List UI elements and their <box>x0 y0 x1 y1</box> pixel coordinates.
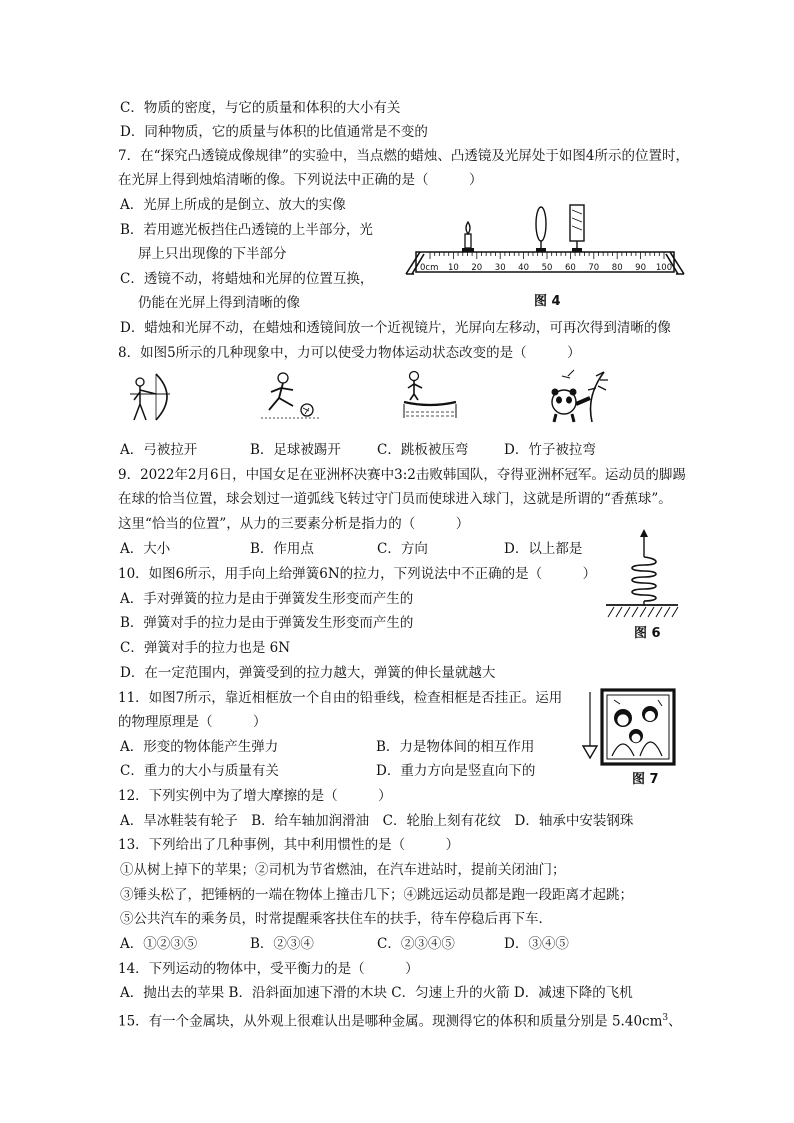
candle-icon <box>462 222 474 252</box>
ruler-label: 70 <box>588 263 600 273</box>
q7-option-b-line2: 屏上只出现像的下半部分 <box>138 246 287 262</box>
q7-option-b-line1: B．若用遮光板挡住凸透镜的上半部分，光 <box>120 222 373 238</box>
plumb-bob-icon <box>583 746 597 758</box>
q12-options: A．旱冰鞋装有轮子 B．给车轴加润滑油 C．轮胎上刻有花纹 D．轴承中安装钢珠 <box>120 813 634 829</box>
q14-stem: 14．下列运动的物体中，受平衡力的是（ ） <box>118 961 419 977</box>
q9-option-a: A．大小 <box>120 541 171 557</box>
ruler-label: 60 <box>564 263 576 273</box>
ruler-ticks <box>430 252 664 259</box>
picture-frame-figure <box>578 688 678 768</box>
q9-stem-line3: 这里“恰当的位置”，从力的三要素分析是指力的（ ） <box>118 516 470 532</box>
q9-option-b: B．作用点 <box>250 541 314 557</box>
ruler-label: 0cm <box>420 263 439 273</box>
q14-options: A．抛出去的苹果 B．沿斜面加速下滑的木块 C．匀速上升的火箭 D．减速下降的飞机 <box>120 985 633 1001</box>
q13-option-d: D．③④⑤ <box>504 936 569 952</box>
q10-option-d: D．在一定范围内，弹簧受到的拉力越大，弹簧的伸长量就越大 <box>120 665 496 681</box>
ruler-label: 40 <box>518 263 530 273</box>
q6-option-d: D．同种物质，它的质量与体积的比值通常是不变的 <box>120 124 428 140</box>
convex-lens-icon <box>536 207 546 252</box>
q13-option-b: B．②③④ <box>250 936 314 952</box>
q7-option-d: D．蜡烛和光屏不动，在蜡烛和透镜间放一个近视镜片，光屏向左移动，可再次得到清晰的像 <box>120 320 671 336</box>
q12-stem: 12．下列实例中为了增大摩擦的是（ ） <box>118 788 392 804</box>
q11-stem-line1: 11．如图7所示，靠近相框放一个自由的铅垂线，检查相框是否挂正。运用 <box>118 690 563 706</box>
ruler-label: 20 <box>471 263 483 273</box>
q8-option-a: A．弓被拉开 <box>120 442 198 458</box>
light-screen-icon <box>570 205 584 252</box>
q9-stem-line1: 9．2022年2月6日，中国女足在亚洲杯决赛中3:2击败韩国队，夺得亚洲杯冠军。运动员的脚踢 <box>118 467 686 483</box>
q7-stem-line2: 在光屏上得到烛焰清晰的像。下列说法中正确的是（ ） <box>118 172 483 188</box>
q13-option-a: A．①②③⑤ <box>120 936 198 952</box>
q7-option-c-line2: 仍能在光屏上得到清晰的像 <box>138 295 300 311</box>
q13-item-line1: ①从树上掉下的苹果；②司机为节省燃油，在汽车进站时，提前关闭油门； <box>120 862 566 878</box>
figure-7-caption: 图 7 <box>632 772 659 787</box>
q10-option-a: A．手对弹簧的拉力是由于弹簧发生形变而产生的 <box>120 591 414 607</box>
q9-stem-line2: 在球的恰当位置，球会划过一道弧线飞转过守门员而使球进入球门，这就是所谓的“香蕉球”。 <box>118 491 672 507</box>
ruler-label: 30 <box>494 263 506 273</box>
q8-option-b: B．足球被踢开 <box>250 442 341 458</box>
q7-option-a: A．光屏上所成的是倒立、放大的实像 <box>120 197 346 213</box>
diving-board-drawing-icon <box>400 370 458 420</box>
q11-stem-line2: 的物理原理是（ ） <box>118 714 267 730</box>
figure-4-caption: 图 4 <box>534 294 561 309</box>
ruler-label: 90 <box>635 263 647 273</box>
q8-option-c: C．跳板被压弯 <box>377 442 469 458</box>
ruler-label: 80 <box>611 263 623 273</box>
ruler-label: 50 <box>541 263 553 273</box>
q13-option-c: C．②③④⑤ <box>377 936 455 952</box>
q8-option-d: D．竹子被拉弯 <box>504 442 596 458</box>
q13-item-line3: ⑤公共汽车的乘务员，时常提醒乘客扶住车的扶手，待车停稳后再下车． <box>120 911 552 927</box>
q13-stem: 13．下列给出了几种事例，其中利用惯性的是（ ） <box>118 837 460 853</box>
q9-option-d: D．以上都是 <box>504 541 583 557</box>
ruler-label: 100 <box>655 263 673 273</box>
q7-stem-line1: 7．在“探究凸透镜成像规律”的实验中，当点燃的蜡烛、凸透镜及光屏处于如图4所示的位置时， <box>118 148 689 164</box>
q9-option-c: C．方向 <box>377 541 428 557</box>
q10-option-c: C．弹簧对手的拉力也是 6N <box>120 640 291 656</box>
q15-stem-tail: 、 <box>668 1013 682 1030</box>
archer-drawing-icon <box>126 372 176 424</box>
optical-bench-figure <box>402 200 688 290</box>
spring-figure <box>600 525 680 621</box>
q11-option-c: C．重力的大小与质量有关 <box>120 763 279 779</box>
panda-bamboo-drawing-icon <box>546 368 610 424</box>
q10-stem: 10．如图6所示，用手向上给弹簧6N的拉力，下列说法中不正确的是（ ） <box>118 566 597 582</box>
q15-unit-superscript: 3 <box>662 1013 669 1023</box>
q13-item-line2: ③锤头松了，把锤柄的一端在物体上撞击几下；④跳远运动员都是跑一段距离才起跳； <box>120 887 633 903</box>
q8-stem: 8．如图5所示的几种现象中，力可以使受力物体运动状态改变的是（ ） <box>118 345 581 361</box>
q15-stem <box>118 1009 682 1031</box>
ruler-label: 10 <box>447 263 459 273</box>
figure-6-caption: 图 6 <box>634 626 661 641</box>
q11-option-b: B．力是物体间的相互作用 <box>376 739 535 755</box>
frame-icon <box>602 690 674 764</box>
q15-stem-text: 15．有一个金属块，从外观上很难认出是哪种金属。现测得它的体积和质量分别是 5.40cm <box>118 1013 663 1030</box>
arrow-up-icon <box>640 529 648 537</box>
q11-option-d: D．重力方向是竖直向下的 <box>376 763 536 779</box>
q10-option-b: B．弹簧对手的拉力是由于弹簧发生形变而产生的 <box>120 615 414 631</box>
q7-option-c-line1: C．透镜不动，将蜡烛和光屏的位置互换， <box>120 271 374 287</box>
q11-option-a: A．形变的物体能产生弹力 <box>120 739 279 755</box>
coil-spring-icon <box>632 557 656 601</box>
football-kick-drawing-icon <box>255 370 327 422</box>
q6-option-c: C．物质的密度，与它的质量和体积的大小有关 <box>120 100 401 116</box>
